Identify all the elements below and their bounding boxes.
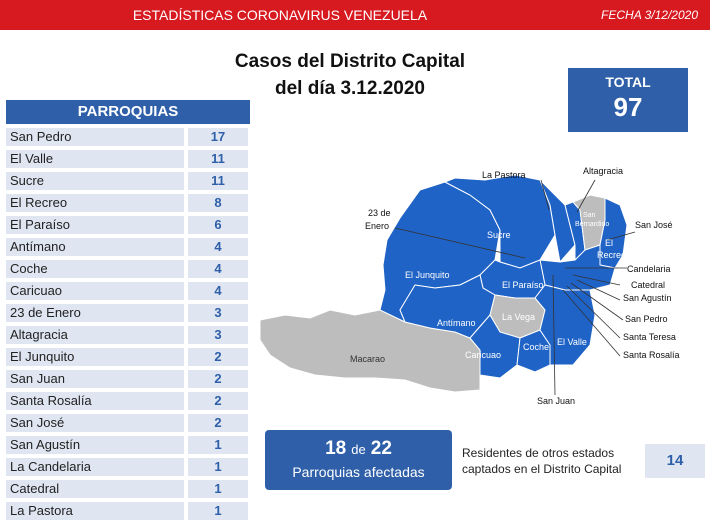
map-label-23-enero-1: 23 de	[368, 208, 391, 218]
parroquia-count: 2	[188, 370, 248, 388]
affected-count: 18	[325, 438, 347, 459]
parroquia-count: 1	[188, 458, 248, 476]
map-label-macarao: Macarao	[350, 354, 386, 364]
header-bar	[0, 0, 710, 30]
table-row	[6, 479, 250, 501]
table-row	[6, 193, 250, 215]
parroquias-header: PARROQUIAS	[6, 100, 250, 124]
map-label-catedral: Catedral	[631, 280, 666, 290]
map-label-san-bernardino-1: San	[583, 212, 596, 219]
parroquia-name: El Valle	[6, 150, 184, 168]
parroquia-count: 3	[188, 326, 248, 344]
parroquia-count: 1	[188, 502, 248, 520]
map-label-coche: Coche	[523, 342, 550, 352]
map-label-23-enero-2: Enero	[365, 221, 390, 231]
parroquia-name: La Pastora	[6, 502, 184, 520]
residents-label: Residentes de otros estados captados en el Distrito Capital	[462, 446, 622, 476]
map-label-el-recreo-2: Recreo	[597, 250, 627, 260]
parroquia-name: La Candelaria	[6, 458, 184, 476]
parroquia-name: El Recreo	[6, 194, 184, 212]
residents-value: 14	[645, 444, 705, 478]
map-label-san-bernardino-2: Bernardino	[575, 221, 610, 228]
total-box	[568, 68, 688, 132]
map-label-el-paraiso: El Paraíso	[502, 280, 544, 290]
parroquia-name: San Juan	[6, 370, 184, 388]
map-label-sucre: Sucre	[487, 230, 511, 240]
map-label-candelaria: Candelaria	[627, 264, 671, 274]
table-row	[6, 501, 250, 523]
affected-box	[265, 430, 452, 490]
total-value: 97	[613, 92, 643, 122]
table-row	[6, 369, 250, 391]
parroquia-count: 17	[188, 128, 248, 146]
parroquia-count: 6	[188, 216, 248, 234]
map-label-altagracia: Altagracia	[583, 166, 624, 176]
parroquia-count: 3	[188, 304, 248, 322]
district-map	[255, 150, 710, 425]
map-label-la-vega: La Vega	[502, 312, 536, 322]
header-date: FECHA 3/12/2020	[601, 8, 698, 22]
parroquia-count: 4	[188, 238, 248, 256]
parroquia-name: Coche	[6, 260, 184, 278]
table-row	[6, 259, 250, 281]
map-label-el-valle: El Valle	[557, 337, 587, 347]
affected-label: Parroquias afectadas	[292, 464, 425, 480]
table-row	[6, 325, 250, 347]
total-label: TOTAL	[605, 74, 651, 90]
table-row	[6, 347, 250, 369]
map-label-san-jose: San José	[635, 220, 673, 230]
table-row	[6, 127, 250, 149]
parroquia-name: San Agustín	[6, 436, 184, 454]
page-title	[200, 48, 500, 102]
map-label-el-recreo-1: El	[605, 238, 614, 248]
parroquia-name: El Paraíso	[6, 216, 184, 234]
map-label-san-agustin: San Agustín	[623, 293, 672, 303]
affected-total: 22	[370, 438, 392, 459]
parroquia-count: 2	[188, 414, 248, 432]
parroquia-name: Sucre	[6, 172, 184, 190]
parroquia-name: 23 de Enero	[6, 304, 184, 322]
page-title-line2: del día 3.12.2020	[275, 78, 425, 99]
affected-of: de	[351, 442, 366, 457]
parroquia-name: Catedral	[6, 480, 184, 498]
affected-count-line	[265, 438, 452, 460]
parroquia-name: Santa Rosalía	[6, 392, 184, 410]
table-row	[6, 171, 250, 193]
parroquia-count: 2	[188, 348, 248, 366]
map-label-la-pastora: La Pastora	[482, 170, 526, 180]
parroquia-name: Antímano	[6, 238, 184, 256]
parroquia-count: 11	[188, 172, 248, 190]
parroquia-count: 8	[188, 194, 248, 212]
page-title-line1: Casos del Distrito Capital	[234, 51, 466, 72]
table-row	[6, 457, 250, 479]
table-row	[6, 303, 250, 325]
map-label-santa-teresa: Santa Teresa	[623, 332, 676, 342]
map-label-san-pedro: San Pedro	[625, 314, 668, 324]
parroquia-name: Altagracia	[6, 326, 184, 344]
table-row	[6, 435, 250, 457]
parroquia-count: 2	[188, 392, 248, 410]
table-row	[6, 391, 250, 413]
parroquias-table	[6, 127, 250, 523]
parroquia-count: 1	[188, 436, 248, 454]
map-label-el-junquito: El Junquito	[405, 270, 450, 280]
parroquia-name: El Junquito	[6, 348, 184, 366]
parroquia-count: 1	[188, 480, 248, 498]
parroquia-name: San Pedro	[6, 128, 184, 146]
table-row	[6, 215, 250, 237]
map-label-san-juan: San Juan	[537, 396, 576, 406]
table-row	[6, 413, 250, 435]
map-label-caricuao: Caricuao	[465, 350, 502, 360]
table-row	[6, 237, 250, 259]
parroquia-count: 4	[188, 260, 248, 278]
header-title: ESTADÍSTICAS CORONAVIRUS VENEZUELA	[132, 7, 428, 23]
parroquia-count: 11	[188, 150, 248, 168]
map-label-antimano: Antímano	[437, 318, 476, 328]
table-row	[6, 149, 250, 171]
map-label-santa-rosalia: Santa Rosalía	[623, 350, 680, 360]
parroquia-name: San José	[6, 414, 184, 432]
parroquia-count: 4	[188, 282, 248, 300]
table-row	[6, 281, 250, 303]
parroquia-name: Caricuao	[6, 282, 184, 300]
